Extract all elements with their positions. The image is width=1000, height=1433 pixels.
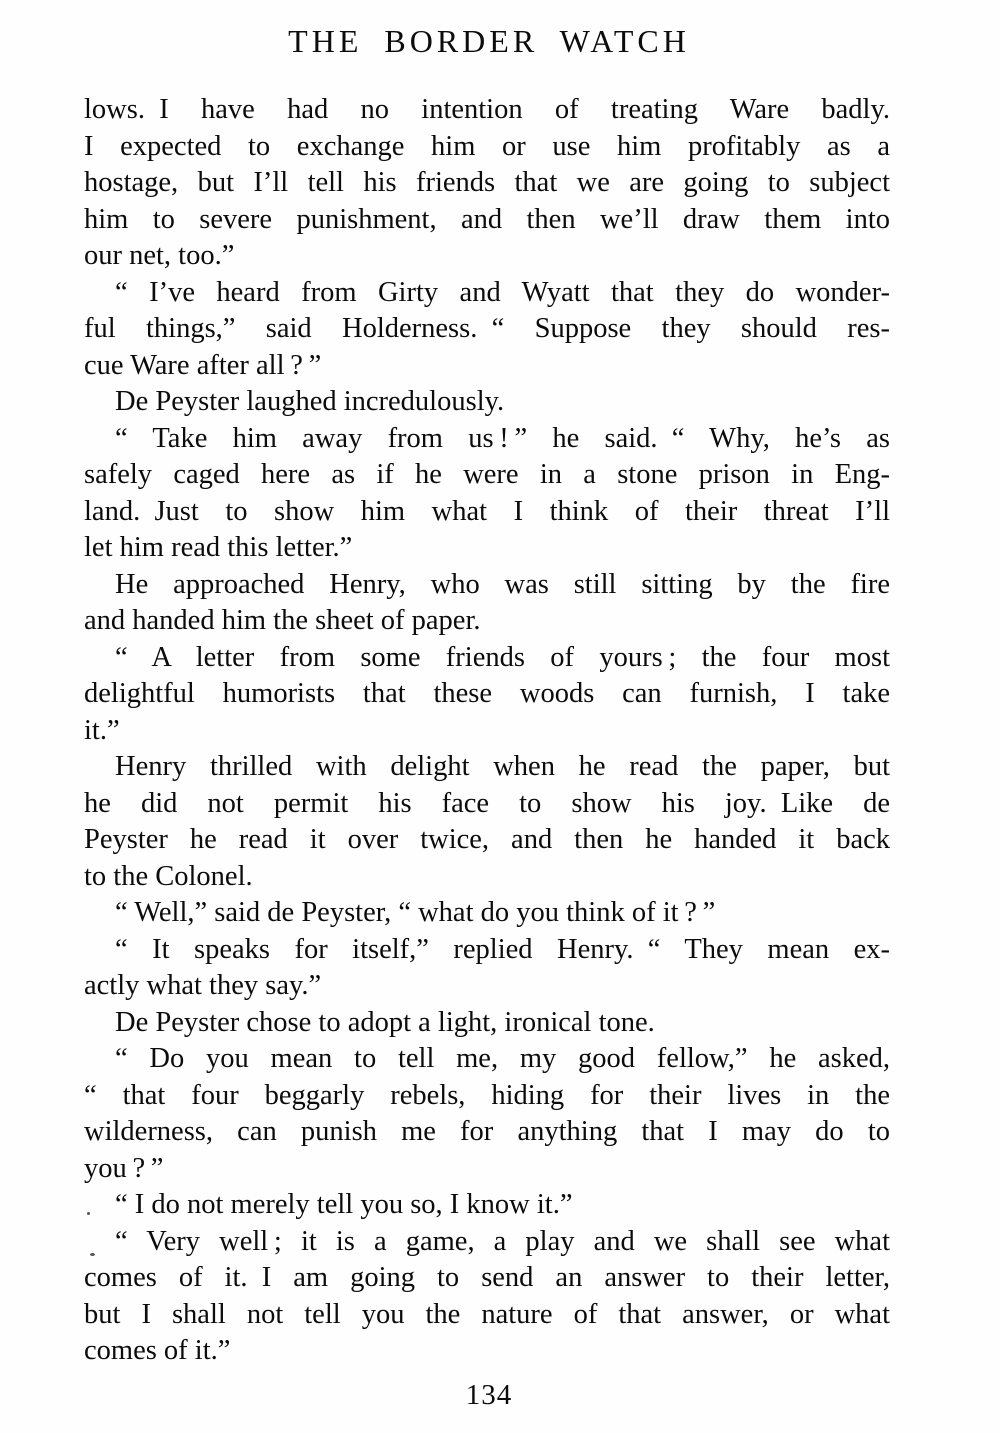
text-line: actly what they say.” (84, 970, 322, 1001)
text-line: “ I’ve heard from Girty and Wyatt that they do wonder- (115, 276, 890, 308)
text-line: cue Ware after all ? ” (84, 349, 322, 381)
text-line: him to severe punishment, and then we’ll draw them into (84, 203, 890, 235)
text-line: I expected to exchange him or use him profitably as a (84, 130, 890, 162)
paragraph (84, 1224, 890, 1370)
text-line: let him read this letter.” (84, 532, 353, 563)
paragraph (84, 1005, 890, 1042)
text-line: ful things,” said Holderness. “ Suppose they should res- (84, 313, 890, 344)
paragraph (84, 932, 890, 1005)
running-header: THE BORDER WATCH (288, 23, 690, 59)
scan-speck (90, 1253, 95, 1256)
paragraph (84, 1187, 890, 1224)
paragraph (84, 1041, 890, 1187)
text-line: “ A letter from some friends of yours ; the four most (115, 641, 890, 673)
text-line: De Peyster chose to adopt a light, ironical tone. (115, 1006, 655, 1038)
text-line: He approached Henry, who was still sitting by the fire (115, 568, 890, 600)
paragraph (84, 567, 890, 640)
page-number: 134 (465, 1379, 513, 1411)
text-line: to the Colonel. (84, 860, 253, 892)
text-line: “ Very well ; it is a game, a play and we shall see what (115, 1225, 890, 1257)
paragraph (84, 421, 890, 567)
text-line: “ I do not merely tell you so, I know it.” (115, 1189, 573, 1220)
text-line: “ Do you mean to tell me, my good fellow,” he asked, (115, 1043, 890, 1074)
text-line: land. Just to show him what I think of their threat I’ll (84, 495, 890, 527)
paragraph (84, 275, 890, 385)
text-line: it.” (84, 714, 120, 746)
paragraph (84, 384, 890, 421)
paragraph (84, 749, 890, 895)
text-line: “ Well,” said de Peyster, “ what do you think of it ? ” (115, 897, 716, 928)
text-line: he did not permit his face to show his joy. Like de (84, 787, 890, 819)
text-line: comes of it. I am going to send an answer to their letter, (84, 1262, 890, 1293)
text-line: our net, too.” (84, 240, 235, 271)
text-line: De Peyster laughed incredulously. (115, 386, 505, 417)
paragraph (84, 895, 890, 932)
paragraph (84, 92, 890, 275)
text-line: “ Take him away from us ! ” he said. “ Why, he’s as (115, 422, 890, 454)
text-line: you ? ” (84, 1152, 164, 1184)
scan-speck (87, 1212, 90, 1215)
text-line: but I shall not tell you the nature of that answer, or what (84, 1298, 890, 1330)
paragraph (84, 640, 890, 750)
text-line: Peyster he read it over twice, and then he handed it back (84, 824, 890, 855)
text-line: delightful humorists that these woods can furnish, I take (84, 678, 890, 709)
text-line: “ It speaks for itself,” replied Henry. “ They mean ex- (115, 933, 890, 965)
text-line: wilderness, can punish me for anything that I may do to (84, 1116, 890, 1147)
page-body (84, 92, 890, 1370)
text-line: comes of it.” (84, 1335, 231, 1366)
text-line: hostage, but I’ll tell his friends that we are going to subject (84, 167, 890, 198)
text-line: lows. I have had no intention of treating Ware badly. (84, 94, 890, 125)
text-line: safely caged here as if he were in a stone prison in Eng- (84, 459, 890, 490)
text-line: Henry thrilled with delight when he read the paper, but (115, 751, 890, 782)
text-line: “ that four beggarly rebels, hiding for their lives in the (84, 1079, 890, 1111)
text-line: and handed him the sheet of paper. (84, 605, 481, 636)
